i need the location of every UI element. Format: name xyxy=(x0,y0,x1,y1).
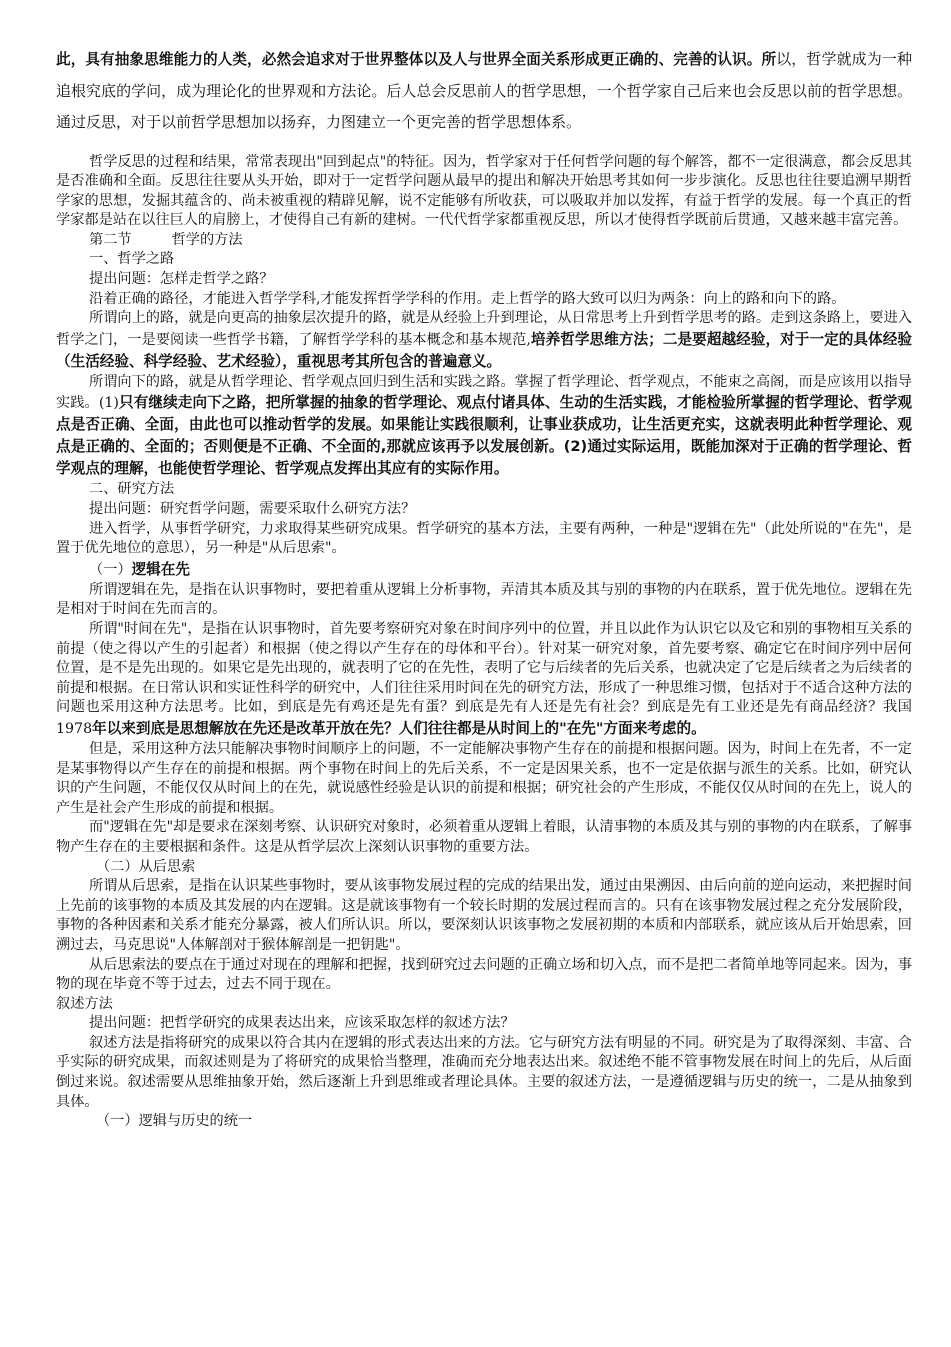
heading-philosophy-road: 一、哲学之路 xyxy=(89,251,175,268)
heading-research-method: 二、研究方法 xyxy=(89,481,175,498)
time-first-bold-text: 年以来到底是思想解放在先还是改革开放在先？人们往往都是从时间上的"在先"方面来考虑的。 xyxy=(92,719,706,737)
intro-bold-text: 此，具有抽象思维能力的人类，必然会追求对于世界整体以及人与世界全面关系形成更正确的、完善的认识。所 xyxy=(56,51,777,68)
however-paragraph: 但是，采用这种方法只能解决事物时间顺序上的问题，不一定能解决事物产生存在的前提和根据问题。因为，时间上在先者，不一定是某事物得以产生存在的前提和根据。两个事物在时间上的先后关系，不一定是因果关系，也不一定是依据与派生的关系。比如，研究认识的产生问题，不能仅仅从时间上的在先，就说感性经验是认识的前提和根据；研究社会的产生形成，不能仅仅从时间的在先上，说人的产生是社会产生形成的前提和根据。 xyxy=(56,740,912,816)
time-first-text: 所谓"时间在先"，是指在认识事物时，首先要考察研究对象在时间序列中的位置，并且以此作为认识它以及它和别的事物相互关系的前提（使之得以产生的引起者）和根据（使之得以产生存在的母体和平台）。针对某一研究对象，首先要考察、确定它在时间序列中居何位置，是不是先出现的。如果它是先出现的，就表明了它的在先性，表明了它与后续者的先后关系，也就决定了它是后续者之为后续者的前提和根据。在日常认识和实证性科学的研究中，人们往往采用时间在先的研究方法，形成了一种思维习惯，包括对于不适合这种方法的问题也采用这种方法思考。比如，到底是先有鸡还是先有蛋？到底是先有人还是先有社会？到底是先有工业还是先有商品经济？我国1978 xyxy=(56,621,912,737)
question-method: 提出问题：研究哲学问题，需要采取什么研究方法？ xyxy=(89,501,416,518)
document-page xyxy=(56,44,912,1132)
retrospect-paragraph-2: 从后思索法的要点在于通过对现在的理解和把握，找到研究过去问题的正确立场和切入点，而不是把二者简单地等同起来。因为，事物的现在毕竟不等于过去，过去不同于现在。 xyxy=(56,956,912,993)
heading-logic-title: 逻辑在先 xyxy=(131,560,190,578)
question-narration: 提出问题：把哲学研究的成果表达出来，应该采取怎样的叙述方法？ xyxy=(89,1015,515,1032)
intro-paragraph xyxy=(56,44,912,139)
road-paragraph: 沿着正确的路径，才能进入哲学学科,才能发挥哲学学科的作用。走上哲学的路大致可以归为两条：向上的路和向下的路。 xyxy=(89,290,846,307)
section-title: 哲学的方法 xyxy=(171,231,243,248)
heading-logic-history-unity: （一）逻辑与历史的统一 xyxy=(96,1113,253,1130)
logic-first-paragraph: 所谓逻辑在先，是指在认识事物时，要把着重从逻辑上分析事物，弄清其本质及其与别的事物的内在联系，置于优先地位。逻辑在先是相对于时间在先而言的。 xyxy=(56,581,912,618)
logic-first-paragraph-2: 而"逻辑在先"却是要求在深刻考察、认识研究对象时，必须着重从逻辑上着眼，认清事物的本质及其与别的事物的内在联系，了解事物产生存在的主要根据和条件。这是从哲学层次上深刻认识事物的重要方法。 xyxy=(56,819,912,855)
upward-road-paragraph xyxy=(56,309,912,373)
retrospect-paragraph: 所谓从后思索，是指在认识某些事物时，要从该事物发展过程的完成的结果出发，通过由果溯因、由后向前的逆向运动，来把握时间上先前的该事物的本质及其发展的内在逻辑。这是就该事物有一个较长时期的发展过程而言的。只有在该事物发展过程之充分发展阶段，事物的各种因素和关系才能充分暴露，被人们所认识。所以，要深刻认识该事物之发展初期的本质和内部联系，就应该从后开始思索，回溯过去，马克思说"人体解剖对于猴体解剖是一把钥匙"。 xyxy=(56,878,912,953)
method-paragraph: 进入哲学，从事哲学研究，力求取得某些研究成果。哲学研究的基本方法，主要有两种，一种是"逻辑在先"（此处所说的"在先"，是置于优先地位的意思），另一种是"从后思索"。 xyxy=(56,520,912,557)
heading-narration: 叙述方法 xyxy=(56,995,113,1012)
section-heading xyxy=(56,231,912,251)
section-number: 第二节 xyxy=(89,231,132,248)
reflection-paragraph: 哲学反思的过程和结果，常常表现出"回到起点"的特征。因为，哲学家对于任何哲学问题的每个解答，都不一定很满意，都会反思其是否准确和全面。反思往往要从头开始，即对于一定哲学问题从最早的提出和解决开始思考其如何一步步演化。反思也往往要追溯早期哲学家的思想，发掘其蕴含的、尚未被重视的精辟见解，说不定能够有所收获，可以吸取并加以发挥，有益于哲学的发展。每一个真正的哲学家都是站在以往巨人的肩膀上，才使得自己有新的建树。一代代哲学家都重视反思，所以才使得哲学既前后贯通，又越来越丰富完善。 xyxy=(56,153,912,229)
intro-text: 以，哲学就成为一种追根究底的学问，成为理论化的世界观和方法论。后人总会反思前人的哲学思想，一个哲学家自己后来也会反思以前的哲学思想。通过反思，对于以前哲学思想加以扬弃，力图建立一个更完善的哲学思想体系。 xyxy=(56,50,912,131)
downward-road-paragraph xyxy=(56,373,912,481)
heading-logic-number: （一） xyxy=(89,561,132,578)
time-first-paragraph xyxy=(56,620,912,740)
upward-bold-text: 培养哲学思维方法；二是要超越经验，对于一定的具体经验（生活经验、科学经验、艺术经验），重视思考其所包含的普遍意义。 xyxy=(56,330,912,370)
heading-retrospect: （二）从后思索 xyxy=(96,858,196,875)
narration-paragraph: 叙述方法是指将研究的成果以符合其内在逻辑的形式表达出来的方法。它与研究方法有明显的不同。研究是为了取得深刻、丰富、合乎实际的研究成果，而叙述则是为了将研究的成果恰当整理，准确而充分地表达出来。叙述绝不能不管事物发展在时间上的先后，从后面倒过来说。叙述需要从思维抽象开始，然后逐渐上升到思维或者理论具体。主要的叙述方法，一是遵循逻辑与历史的统一，二是从抽象到具体。 xyxy=(56,1034,912,1110)
upward-text: 所谓向上的路，就是向更高的抽象层次提升的路，就是从经验上升到理论，从日常思考上升到哲学思考的路。走到这条路上，要进入哲学之门，一是要阅读一些哲学书籍，了解哲学学科的基本概念和基本规范, xyxy=(56,310,912,348)
question-road: 提出问题：怎样走哲学之路？ xyxy=(89,271,274,288)
downward-text: 所谓向下的路，就是从哲学理论、哲学观点回归到生活和实践之路。掌握了哲学理论、哲学观点，不能束之高阁，而是应该用以指导实践。(1) xyxy=(56,373,912,412)
downward-bold-text: 只有继续走向下之路，把所掌握的抽象的哲学理论、观点付诸具体、生动的生活实践，才能检验所掌握的哲学理论、哲学观点是否正确、全面，由此也可以推动哲学的发展。如果能让实践很顺利，让事业获成功，让生活更充实，这就表明此种哲学理论、观点是正确的、全面的；否则便是不正确、不全面的,那就应该再予以发展创新。(2)通过实际运用，既能加深对于正确的哲学理论、哲学观点的理解，也能使哲学理论、哲学观点发挥出其应有的实际作用。 xyxy=(56,394,912,478)
heading-logic-first xyxy=(56,559,912,581)
